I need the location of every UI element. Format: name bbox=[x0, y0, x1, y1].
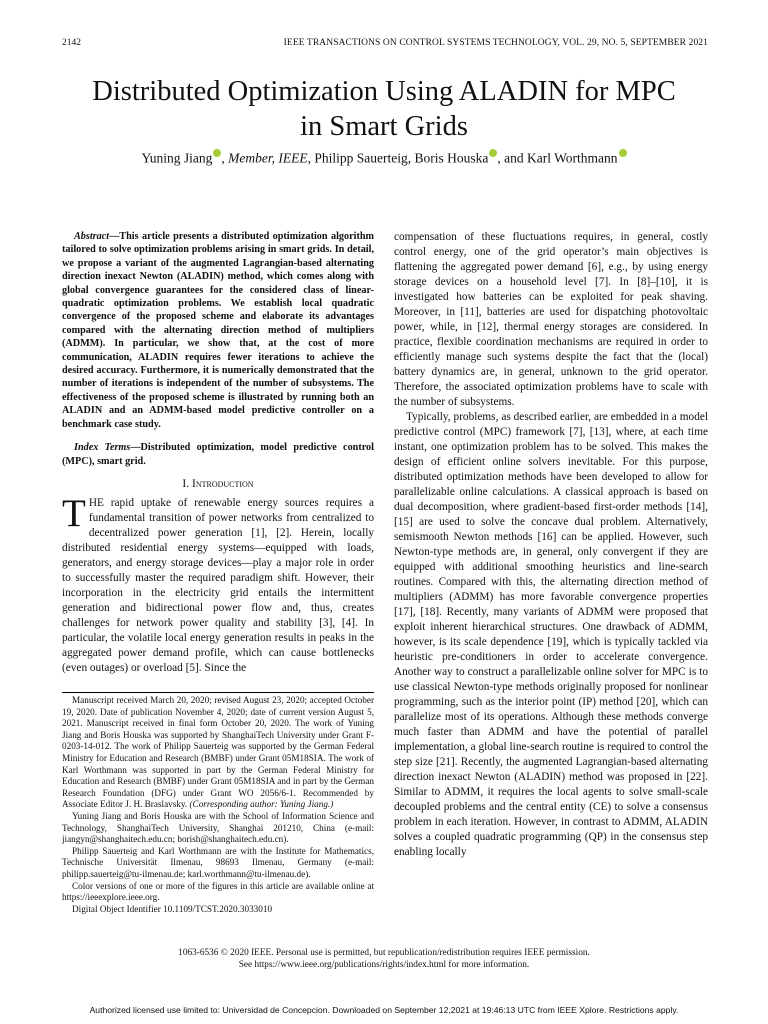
footnote-rule bbox=[62, 692, 374, 693]
running-header: IEEE TRANSACTIONS ON CONTROL SYSTEMS TECHNOLOGY, VOL. 29, NO. 5, SEPTEMBER 2021 bbox=[283, 38, 708, 48]
paper-title bbox=[40, 74, 728, 144]
abstract-text: —This article presents a distributed optimization algorithm tailored to solve optimization problems arising in smart grids. In detail, we propose a variant of the augmented Lagrangian-based alternating direction inexact Newton (ALADIN) method, which comes along with global convergence guarantees for the considered class of linear-quadratic optimization problems. We establish local quadratic convergence of the proposed scheme and elaborate its advantages compared with the alternating direction method of multipliers (ADMM). In particular, we show that, at the cost of more communication, ALADIN requires fewer iterations to achieve the desired accuracy. Furthermore, it is numerically demonstrated that the number of iterations is independent of the number of subsystems. The effectiveness of the proposed scheme is illustrated by running both an ALADIN and an ADMM-based model predictive controller on a benchmark case study. bbox=[62, 231, 374, 430]
title-line-1: Distributed Optimization Using ALADIN for MPC bbox=[92, 76, 676, 107]
section-heading: I. Introduction bbox=[182, 477, 254, 490]
copyright-line-1: 1063-6536 © 2020 IEEE. Personal use is permitted, but republication/redistribution requires IEEE permission. bbox=[178, 948, 590, 958]
right-paragraph-1: compensation of these fluctuations requires, in general, costly control energy, one of the grid operator’s main objectives is flattening the aggregated power demand [6], e.g., by using energy storage devices on a household level [7]. In [8]–[10], it is investigated how batteries can be exploited for peak shaving. Moreover, in [11], batteries are used for dispatching photovoltaic power, while, in [12], thermal energy storages are considered. In practice, flexible coordination mechanisms are required in order to efficiently manage such systems despite the fact that the (local) battery dynamics are, in general, unknown to the grid operator. Therefore, the associated optimization problems have to scale with the number of subsystems. bbox=[394, 231, 708, 408]
author-1: Yuning Jiang bbox=[141, 150, 213, 166]
copyright-footer bbox=[40, 948, 728, 971]
index-terms-label: Index Terms bbox=[74, 442, 131, 454]
abstract bbox=[62, 230, 374, 431]
footnote-affiliation-1: Yuning Jiang and Boris Houska are with the School of Information Science and Technology, ShanghaiTech University, Shanghai 201210, China (e-mail: jiangyn@shanghaitech.edu.cn; borish@shanghaitech.edu.cn). bbox=[62, 810, 374, 845]
abstract-label: Abstract bbox=[74, 231, 110, 242]
left-column bbox=[62, 230, 374, 676]
intro-paragraph bbox=[62, 491, 374, 676]
author-line: Yuning Jiang , Member, IEEE, Philipp Sauerteig, Boris Houska , and Karl Worthmann bbox=[40, 149, 728, 167]
footnotes bbox=[62, 695, 374, 915]
right-column bbox=[394, 230, 708, 860]
drop-cap: T bbox=[62, 491, 86, 535]
page-number: 2142 bbox=[62, 38, 81, 48]
license-notice: Authorized licensed use limited to: Universidad de Concepcion. Downloaded on September 12,2021 at 19:46:13 UTC from IEEE Xplore. Restrictions apply. bbox=[89, 1005, 679, 1015]
right-paragraph-2: Typically, problems, as described earlier, are embedded in a model predictive control (MPC) framework [7], [13], where, at each time instant, one optimization problem has to be solved. This makes the design of efficient online solvers inevitable. For this purpose, distributed optimization methods have been developed to allow for parallelizable online calculations. A classical approach is based on dual decomposition, where gradient-based first-order methods [14], [15] are used to solve the concave dual problem. Alternatively, semismooth Newton methods [16] can be applied. However, such Newton-type methods are, in general, only convergent if they are equipped with additional smoothing heuristics and line-search routines. Compared with this, the alternating direction method of multipliers (ADMM) has more favorable convergence properties [17], [18]. Recently, many variants of ADMM were proposed that exploit inherent hierarchical structures. One drawback of ADMM, however, is its scale dependence [19], which is typically tackled via heuristic pre-conditioners in order to accelerate convergence. Another way to construct a parallelizable online solver for MPC is to use classical Newton-type methods originally proposed for nonlinear programming, such as the interior point (IP) method [20], which can parallelize most of its operations. Although these methods converge much faster than ADMM and have the potential of parallel implementation, a global line-search routine is required to control the step size [21]. Recently, the augmented Lagrangian-based alternating direction inexact Newton (ALADIN) method was proposed in [22]. Similar to ADMM, it requires the local agents to solve small-scale decoupled problems and the central entity (CE) to solve a consensus problem in each iteration. However, in contrast to ADMM, ALADIN solves a coupled quadratic programming (QP) in the consensus step enabling locally bbox=[394, 411, 708, 858]
index-terms-text: —Distributed optimization, model predictive control (MPC), smart grid. bbox=[62, 442, 374, 467]
footnote-manuscript: Manuscript received March 20, 2020; revised August 23, 2020; accepted October 19, 2020. Date of publication November 4, 2020; date of current version August 5, 2021. Manuscript received in final form October 20, 2020. The work of Yuning Jiang and Boris Houska was supported by ShanghaiTech University under Grant F-0203-14-012. The work of Philipp Sauerteig was supported by the German Federal Ministry for Education and Research (BMBF) under Grant 05M18SIA. The work of Karl Worthmann was supported in part by the German Federal Ministry for Education and Research (BMBF) under Grant 05M18SIA and in part by the German Research Foundation (DFG) under Grant WO 2056/6-1. Recommended by Associate Editor J. H. Braslavsky. (Corresponding author: Yuning Jiang.) bbox=[62, 695, 374, 810]
title-line-2: in Smart Grids bbox=[300, 111, 468, 142]
footnote-color: Color versions of one or more of the figures in this article are available online at https://ieeexplore.ieee.org. bbox=[62, 880, 374, 903]
footnote-affiliation-2: Philipp Sauerteig and Karl Worthmann are with the Institute for Mathematics, Technische Universität Ilmenau, 98693 Ilmenau, Germany (e-mail: philipp.sauerteig@tu-ilmenau.de; karl.worthmann@tu-ilmenau.de). bbox=[62, 845, 374, 879]
author-2-3: , Philipp Sauerteig, Boris Houska bbox=[307, 150, 489, 166]
author-1-role: Member, IEEE bbox=[228, 150, 308, 166]
copyright-line-2: See https://www.ieee.org/publications/rights/index.html for more information. bbox=[238, 959, 530, 970]
footnote-doi: Digital Object Identifier 10.1109/TCST.2020.3033010 bbox=[72, 903, 273, 914]
author-4: , and Karl Worthmann bbox=[497, 150, 618, 166]
orcid-icon[interactable] bbox=[213, 149, 221, 157]
orcid-icon[interactable] bbox=[619, 149, 627, 157]
intro-text: HE rapid uptake of renewable energy sources requires a fundamental transition of power networks from centralized to decentralized power generation [1], [2]. Herein, locally distributed residential energy systems—equipped with loads, generators, and energy storage devices—play a major role in order to successfully master the required paradigm shift. However, their incorporation in the electricity grid entails the intermittent generation and bidirectional power flow and, thus, creates challenges for network power quality and stability [3], [4]. In particular, the volatile local energy generation results in peaks in the aggregated power demand profile, which can cause bottlenecks (even outages) or overload [5]. Since the bbox=[62, 496, 374, 674]
index-terms bbox=[62, 441, 374, 468]
